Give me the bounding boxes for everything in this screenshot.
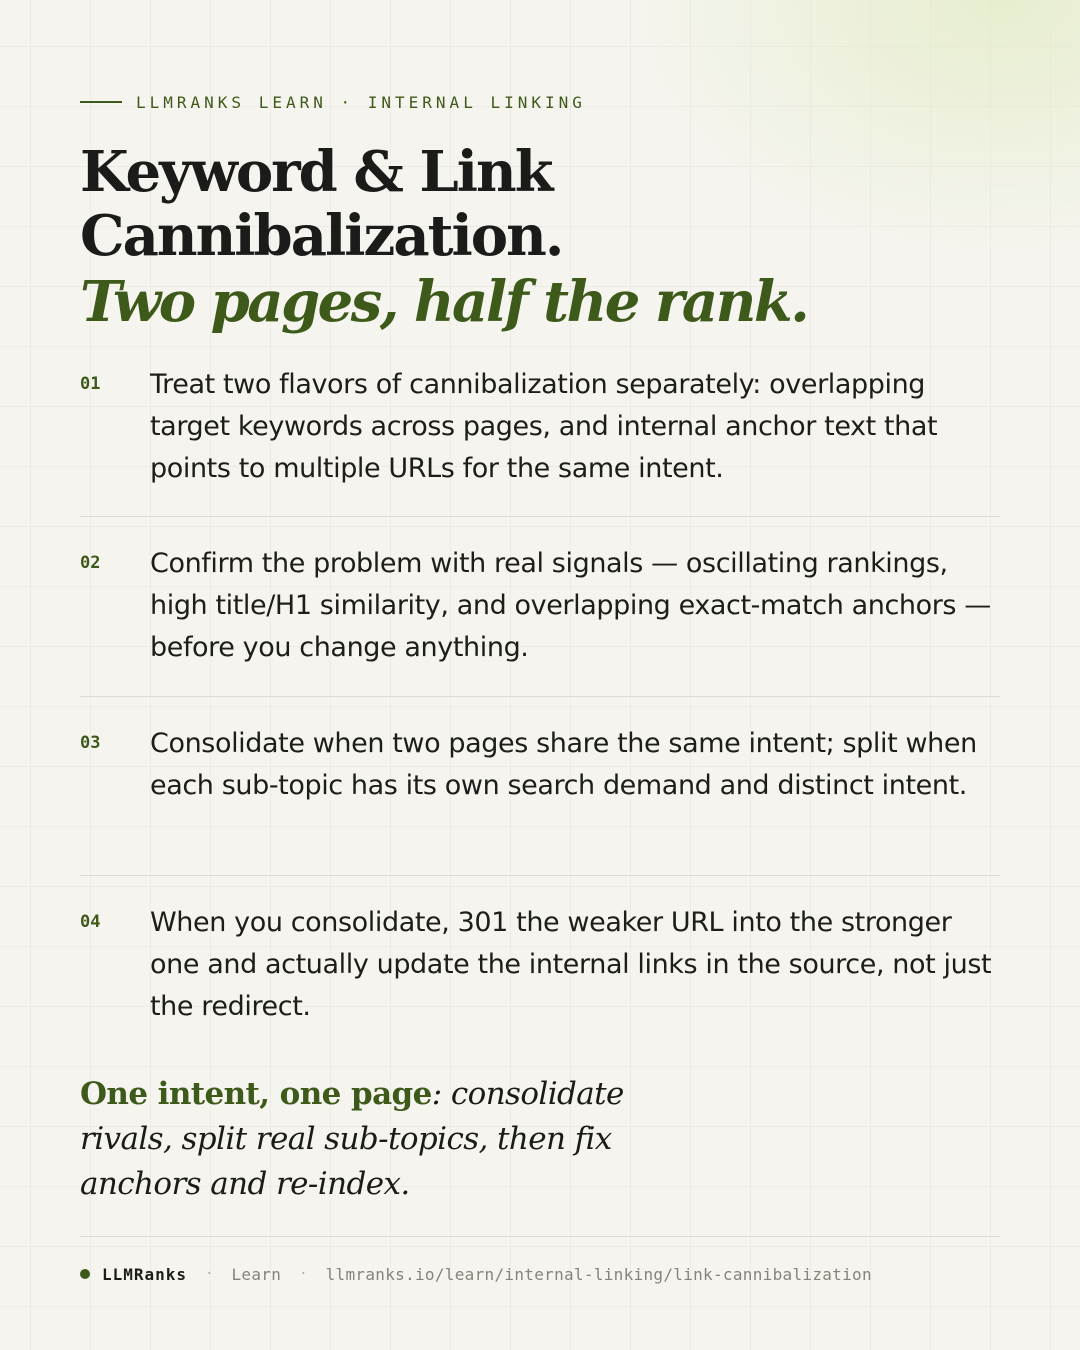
point-number: 01	[80, 374, 101, 394]
point-text: Treat two flavors of cannibalization separately: overlapping target keywords across pages, and internal anchor text that points to multiple URLs for the same intent.	[150, 369, 938, 484]
point-text: When you consolidate, 301 the weaker URL into the stronger one and actually update the internal links in the source, not just the redirect.	[150, 907, 992, 1022]
footer-url: llmranks.io/learn/internal-linking/link-cannibalization	[325, 1264, 872, 1284]
point-text: Confirm the problem with real signals — oscillating rankings, high title/H1 similarity, and overlapping exact-match anchors — before you change anything.	[150, 548, 991, 663]
footer-brand: LLMRanks	[102, 1264, 188, 1284]
footer-section: Learn	[231, 1264, 282, 1284]
point-divider	[80, 875, 1000, 876]
summary-rest: : consolidate rivals, split real sub-topics, then fix anchors and re-index.	[80, 1076, 624, 1202]
summary	[80, 1072, 720, 1207]
eyebrow-label: LLMRANKS LEARN · INTERNAL LINKING	[136, 92, 586, 112]
headline	[80, 140, 1000, 336]
point-divider	[80, 516, 1000, 517]
point-number: 03	[80, 733, 101, 753]
footer-separator: ·	[205, 1266, 214, 1282]
post-card	[80, 0, 1000, 1350]
footer-divider	[80, 1236, 1000, 1237]
point-text: Consolidate when two pages share the same intent; split when each sub-topic has its own search demand and distinct intent.	[150, 728, 977, 801]
summary-lead: One intent, one page	[80, 1076, 432, 1112]
point-number: 02	[80, 553, 101, 573]
footer	[80, 1262, 872, 1286]
point-number: 04	[80, 912, 101, 932]
footer-separator: ·	[299, 1266, 308, 1282]
headline-line-1: Keyword & Link	[80, 139, 552, 205]
headline-accent: Two pages, half the rank.	[80, 269, 808, 335]
eyebrow-rule	[80, 101, 122, 103]
point-divider	[80, 696, 1000, 697]
eyebrow	[80, 92, 586, 112]
headline-line-2: Cannibalization.	[80, 203, 563, 269]
brand-dot-icon	[80, 1269, 90, 1279]
